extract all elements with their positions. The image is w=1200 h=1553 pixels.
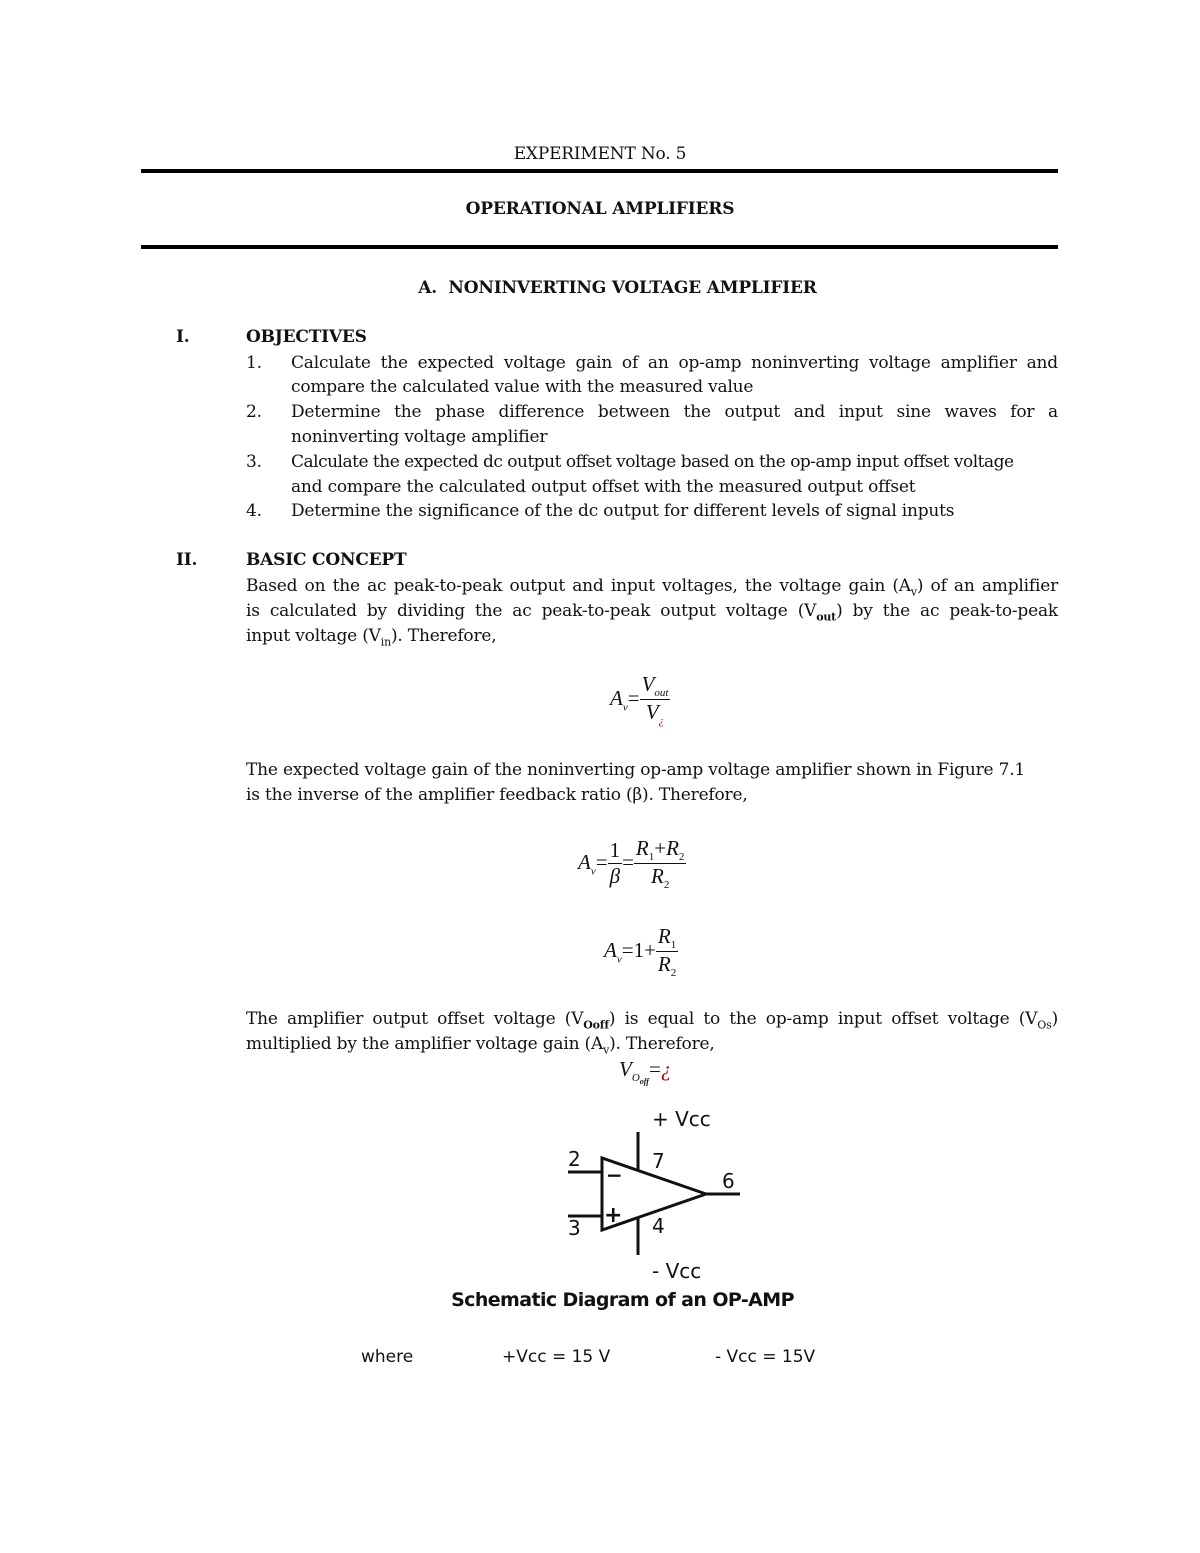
- eq-symbol: R: [657, 952, 671, 977]
- eq-subscript: v: [616, 953, 622, 966]
- vcc-negative-value: - Vcc = 15V: [715, 1347, 816, 1367]
- equation-gain-ratio: [610, 672, 670, 727]
- eq-subscript: ¿: [658, 715, 665, 728]
- eq-symbol: R: [650, 864, 664, 889]
- objective-number: 2.: [246, 402, 262, 422]
- paragraph-line: [246, 1009, 1058, 1031]
- eq-symbol: V: [645, 700, 659, 725]
- fraction-numerator: [634, 836, 687, 863]
- eq-subscript: out: [654, 687, 669, 700]
- paragraph-line: [246, 601, 1058, 623]
- objective-line: and compare the calculated output offset with the measured output offset: [291, 477, 916, 497]
- subscript: in: [380, 635, 391, 649]
- eq-subsubscript: off: [639, 1077, 649, 1087]
- fraction: [608, 838, 623, 889]
- fraction-numerator: [656, 924, 678, 951]
- experiment-number: EXPERIMENT No. 5: [513, 144, 687, 164]
- basic-concept-numeral: II.: [176, 550, 198, 570]
- text-span: input voltage (V: [246, 626, 381, 646]
- pin-2-label: 2: [568, 1147, 581, 1171]
- eq-subscript: v: [590, 865, 596, 878]
- fraction-denominator: [634, 863, 687, 891]
- paragraph-line: [246, 1034, 715, 1056]
- fraction-numerator: [640, 672, 671, 699]
- text-span: ) by the ac peak-to-peak: [836, 601, 1058, 621]
- subscript: v: [603, 1043, 610, 1057]
- fraction-denominator: [656, 951, 678, 979]
- objective-line: Calculate the expected voltage gain of an op-amp noninverting voltage amplifier and: [291, 353, 1058, 373]
- subscript: Ooff: [583, 1018, 609, 1032]
- text-span: ) is equal to the op-amp input offset voltage (V: [608, 1009, 1038, 1029]
- paragraph-line: [246, 576, 1058, 598]
- fraction: [640, 672, 671, 727]
- equation-offset: [619, 1057, 671, 1086]
- where-label: where: [361, 1347, 414, 1367]
- eq-subscript: 2: [670, 967, 677, 980]
- objectives-numeral: I.: [176, 327, 190, 347]
- subscript: v: [910, 585, 917, 599]
- equation-gain-feedback: [578, 836, 686, 891]
- equals-sign: =: [627, 686, 640, 711]
- eq-rhs: ¿: [660, 1057, 672, 1081]
- eq-symbol: R: [635, 836, 649, 860]
- eq-subscript: [631, 1072, 649, 1087]
- equals-sign: =: [648, 1057, 661, 1081]
- text-span: ): [1051, 1009, 1058, 1029]
- top-rule: [141, 169, 1058, 173]
- objective-number: 4.: [246, 501, 262, 521]
- basic-concept-heading: BASIC CONCEPT: [246, 550, 407, 570]
- text-span: ) of an amplifier: [916, 576, 1059, 596]
- eq-symbol: V: [641, 672, 655, 696]
- objective-line: Calculate the expected dc output offset voltage based on the op-amp input offset voltage: [291, 452, 1014, 472]
- objectives-heading: OBJECTIVES: [246, 327, 367, 347]
- pin-3-label: 3: [568, 1216, 581, 1240]
- document-title: OPERATIONAL AMPLIFIERS: [465, 199, 735, 219]
- pin-4-label: 4: [652, 1214, 665, 1238]
- equation-gain-resistors: [604, 924, 678, 979]
- eq-symbol: V: [619, 1057, 632, 1081]
- fraction-denominator: [640, 699, 671, 727]
- opamp-schematic: [540, 1100, 800, 1280]
- text-span: ). Therefore,: [390, 626, 497, 646]
- title-rule: [141, 245, 1058, 249]
- objective-line: Determine the phase difference between the output and input sine waves for a: [291, 402, 1058, 422]
- objective-number: 1.: [246, 353, 262, 373]
- paragraph-line: is the inverse of the amplifier feedback ratio (β). Therefore,: [246, 785, 748, 805]
- fraction-denominator: β: [608, 863, 623, 889]
- fraction: [656, 924, 678, 979]
- eq-subscript: v: [622, 701, 628, 714]
- plus-sign: +: [654, 836, 667, 860]
- section-heading-a: A. NONINVERTING VOLTAGE AMPLIFIER: [418, 278, 817, 298]
- equals-sign: =: [621, 938, 634, 963]
- fraction: [634, 836, 687, 891]
- objective-line: noninverting voltage amplifier: [291, 427, 548, 447]
- eq-symbol: A: [604, 938, 617, 963]
- vcc-positive-label: + Vcc: [652, 1107, 711, 1131]
- eq-symbol: R: [666, 836, 679, 860]
- paragraph-line: The expected voltage gain of the noninverting op-amp voltage amplifier shown in Figure 7.1: [246, 760, 1026, 780]
- schematic-caption: Schematic Diagram of an OP-AMP: [451, 1289, 794, 1311]
- text-span: multiplied by the amplifier voltage gain (A: [246, 1034, 604, 1054]
- text-span: Based on the ac peak-to-peak output and input voltages, the voltage gain (A: [246, 576, 911, 596]
- eq-subscript: 2: [678, 851, 685, 864]
- minus-input-label: −: [606, 1163, 623, 1187]
- eq-subscript: 2: [663, 879, 670, 892]
- equals-sign: =: [622, 850, 634, 875]
- vcc-positive-value: +Vcc = 15 V: [502, 1347, 611, 1367]
- pin-7-label: 7: [652, 1149, 665, 1173]
- eq-symbol: R: [657, 924, 671, 948]
- equals-sign: =: [595, 850, 608, 875]
- one-plus: 1+: [633, 938, 656, 963]
- text-span: The amplifier output offset voltage (V: [246, 1009, 584, 1029]
- paragraph-line: [246, 626, 496, 648]
- eq-subscript-text: O: [631, 1072, 640, 1085]
- text-span: ). Therefore,: [609, 1034, 715, 1054]
- objective-line: Determine the significance of the dc output for different levels of signal inputs: [291, 501, 955, 521]
- text-span: is calculated by dividing the ac peak-to-peak output voltage (V: [246, 601, 817, 621]
- subscript: Os: [1037, 1018, 1052, 1032]
- eq-symbol: A: [610, 686, 623, 711]
- fraction-numerator: 1: [609, 838, 621, 863]
- eq-subscript: 1: [648, 851, 655, 864]
- subscript: out: [816, 610, 837, 624]
- plus-input-label: +: [604, 1203, 623, 1228]
- objective-line: compare the calculated value with the measured value: [291, 377, 754, 397]
- vcc-negative-label: - Vcc: [652, 1259, 702, 1280]
- eq-subscript: 1: [670, 939, 677, 952]
- pin-6-label: 6: [722, 1169, 735, 1193]
- objective-number: 3.: [246, 452, 262, 472]
- eq-symbol: A: [578, 850, 591, 875]
